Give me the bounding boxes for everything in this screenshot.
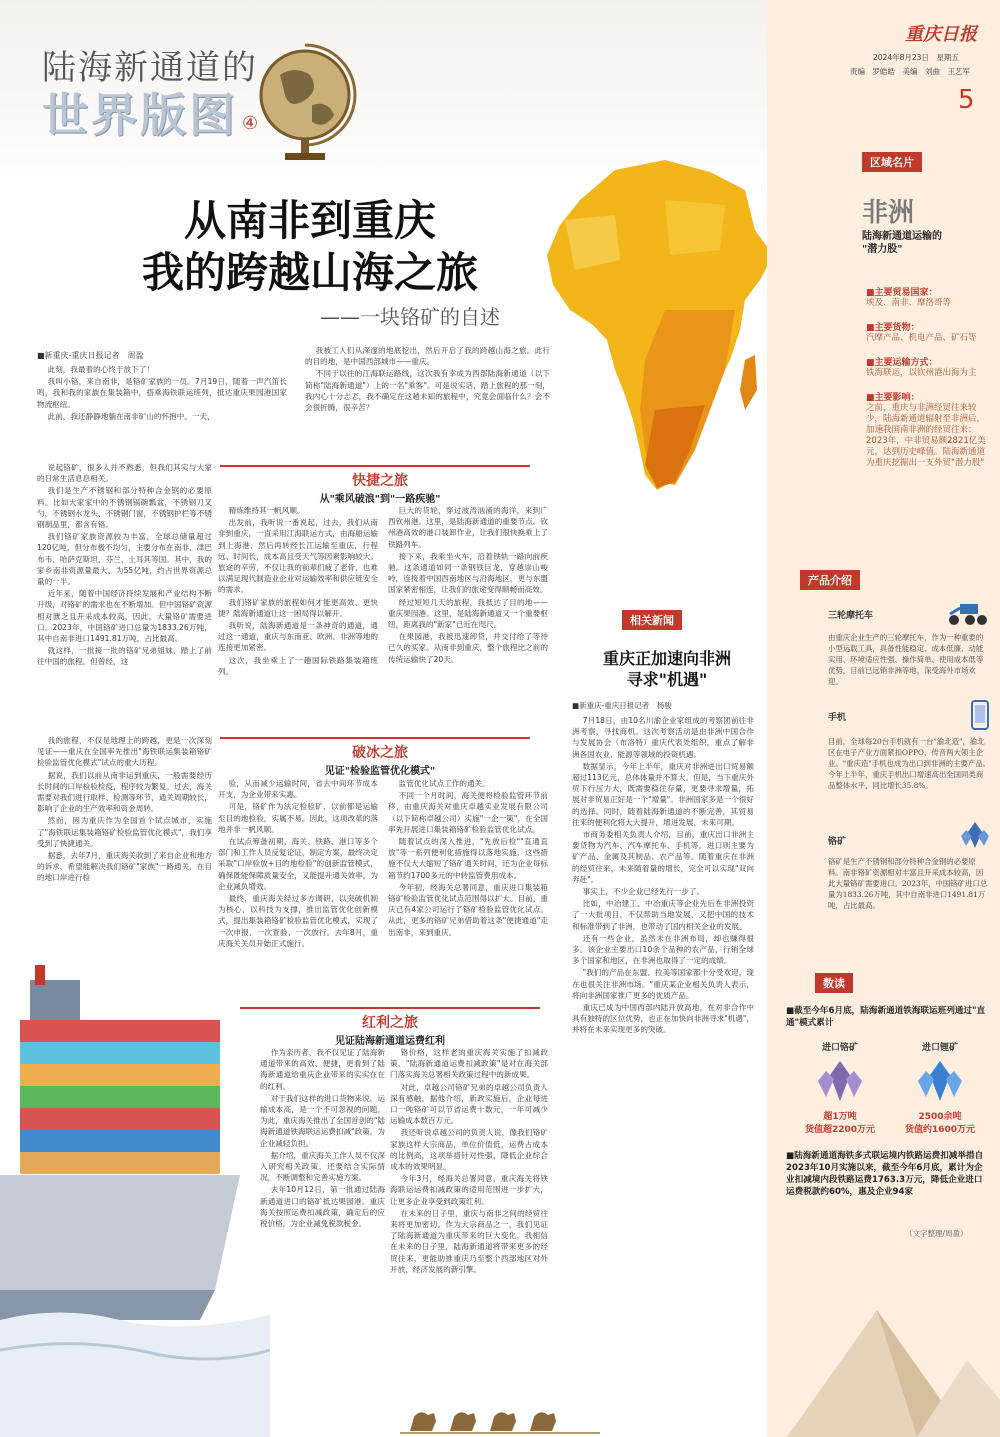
- fast-column1: [218, 505, 378, 678]
- section-bonus-header: [240, 1007, 540, 1047]
- container-stack: [20, 1020, 220, 1174]
- tricycle-icon: [946, 600, 990, 626]
- body-paragraph: 不同一个月时间，海关便将检验监管环节前移，由重庆海关对重庆卓越实业发展有限公司（以下简称卓越公司）实施"一企一策"，在全国率先开展进口集装箱铬矿检验监管优化试点。: [388, 791, 548, 834]
- stat-value-worth: 货值约1600万元: [904, 1125, 976, 1135]
- body-paragraph: "我们的产品在东盟、拉美等国家都十分受欢迎，现在也很关注非洲市场。"重庆某企业相关负责人表示，将向非洲国家推广更多的优质产品。: [572, 968, 754, 1000]
- main-byline: ■新重庆-重庆日报记者 周盈: [37, 351, 144, 360]
- body-paragraph: 今年初，经海关总署同意，重庆进口集装箱铬矿检验监管优化试点范围得以扩大。目前，重庆已有4家公司运行了铬矿检验监管优化试点。从此，更多的铬矿兄弟借助着这条"便捷通道"走出南非，来到重庆。: [388, 882, 548, 937]
- body-paragraph: 接下来，我乘坐火车，沿着铁轨一路向前疾驰。这条通道如同一条钢铁巨龙，穿越崇山峻岭，连接着中国西南地区与沿海地区，更与东盟国家紧密相连，让我们的旅途变得顺畅而高效。: [388, 551, 548, 595]
- body-paragraph: 然而，因为重庆作为全国首个试点城市，实施了"海铁联运集装箱铬矿检验监管优化模式"，我们享受到了快捷通关。: [37, 816, 212, 848]
- body-paragraph: 据介绍，重庆海关工作人员不仅深入研究相关政策，还要结合实际情况，不断调整和完善实施方案。: [260, 1150, 385, 1183]
- section-subtitle: 从"乘风破浪"到"一路疾驰": [319, 494, 441, 505]
- product-body: 目前，全球每20台手机就有一台"渝北造"，渝北区在电子产业方面紧扣OPPO、传音两大领主企业。"重庆造"手机也成为出口到非洲的主要产品。今年上半年，重庆手机出口增速高出全国同类商品整体水平，同比增长35.8%。: [828, 737, 991, 790]
- body-paragraph: 我还听说卓越公司的负责人说，像我们铬矿家族这样大宗商品，单位价值低，运费占成本的比例高，这项举措针对性强，降低企业综合成本的效果明显。: [390, 1128, 548, 1172]
- section-title: 破冰之旅: [352, 745, 408, 761]
- fact-item: [866, 390, 986, 469]
- product-body: 由重庆企业生产的三轮摩托车，作为一种重要的小型运载工具，具备性能稳定、成本低廉、动能实用、环境适应性强、操作简单、使用成本低等优势，目前已远销非洲等地，深受海外市场欢迎。: [828, 633, 984, 686]
- fact-label: ■主要运输方式：: [866, 358, 938, 368]
- numbers-tag: 数读: [815, 973, 853, 993]
- intro-paragraph: 不同于以往的江海联运路线，这次我有幸成为西部陆海新通道（以下简称"陆海新通道"）上的一名"乘客"。可是说实话，踏上旅程的那一刻，我内心十分忐忑，我不确定在这趟未知的旅程中，究竟会面临什么？会不会很折腾，很辛苦？: [305, 369, 550, 413]
- body-paragraph: 7月18日，由10名川渝企业家组成的考察团前往非洲考察，寻找商机。这次考察活动是由非洲中国合作与发展协会（布洛特）重庆代表处组织，重点了解非洲各国农业、能源等领域的投资机遇。: [572, 716, 754, 759]
- intro-paragraph: 此刻，我最着的心终于放下了！: [47, 365, 154, 374]
- intro-paragraph: 此前，我还静静地躺在南非矿山的怀抱中。一天，: [47, 411, 215, 421]
- camel-caravan-illustration: [400, 1395, 600, 1435]
- stat-title: 进口锂矿: [921, 1043, 958, 1053]
- product-item-phone: [828, 700, 990, 791]
- intro-left: [37, 364, 287, 423]
- body-paragraph: 事实上，不少企业已经先行一步了。: [582, 887, 705, 897]
- body-paragraph: 监管优化试点工作的通关。: [398, 779, 490, 788]
- body-paragraph: 精炼维持其一帆风顺。: [228, 506, 305, 515]
- main-headline: [100, 195, 520, 330]
- related-news-tag: 相关新闻: [622, 610, 682, 630]
- body-paragraph: 在未来的日子里，重庆与南非之间的经贸往来将更加密切。作为大宗商品之一，我们见证了陆海新通道为重庆带来的巨大变化，我相信在未来的日子里，陆海新通道将带来更多的经贸往来，更能助推重庆乃至整个西部地区对外开放、经济发展的新引擎。: [390, 1208, 548, 1274]
- section-subtitle: 见证"检验监管优化模式": [324, 766, 436, 777]
- section-rule: [240, 1007, 540, 1009]
- body-paragraph: 在试点筹备初期，海关、铁路、港口等多个部门和工作人员反复论证，制定方案，最终决定采取"口岸验放+目的地检验"的创新监管模式，确保既能保障质量安全，又能提升通关效率，为企业减负增效。: [218, 837, 378, 891]
- page-number: 5: [958, 85, 975, 115]
- fact-body: 之前，重庆与非洲经贸往来较少，陆海新通道辐射至非洲后，加速我国南非洲的经贸往来；2023年，中非贸易额2821亿美元，达到历史峰值。陆海新通道为重庆挖掘出一支外贸"潜力股": [866, 403, 986, 468]
- region-facts: [866, 285, 986, 469]
- product-name: 三轮摩托车: [828, 611, 874, 621]
- product-name: 手机: [828, 713, 847, 723]
- related-news-body: [572, 715, 754, 1037]
- body-paragraph: 验，从而减少运输时间，省去中间环节成本开支，为企业带来实惠。: [218, 779, 378, 800]
- fact-body: 埃及、南非、摩洛哥等: [866, 298, 952, 308]
- intro-right: [305, 345, 550, 414]
- body-paragraph: 我的旅程，不仅是地理上的跨越，更是一次深刻见证——重庆在全国率先推出"海铁联运集装箱铬矿检验监管优化模式"试点的重大历程。: [37, 736, 212, 768]
- body-paragraph: 数据显示，今年上半年，重庆对非洲进出口贸易额超过113亿元，总体体量并不算大。但是，当下重庆外贸下行压力大，既需要稳住存量，更要寻求增量，拓展对非贸易正好是一个"增量"。非洲国家多是一个很好的选择。同时，随着陆海新通道的不断完善，其贸易往来的便利化将大大提升，增进发展，未来可期。: [572, 761, 754, 827]
- series-title-line1: 陆海新通道的: [42, 48, 258, 88]
- related-byline: ■新重庆-重庆日报记者 杨骏: [572, 701, 672, 710]
- region-subtitle-line2: "潜力股": [862, 244, 903, 255]
- fact-body: 汽摩产品、机电产品、矿石等: [866, 333, 977, 343]
- section-rule: [220, 465, 530, 467]
- section-fast-header: [220, 465, 540, 505]
- intro-paragraph: 我叫小铬，来自南非，是铬矿家族的一员。7月19日，随着一声汽笛长鸣，我和我的家族在集装箱中，搭乘海铁联运班列，抵达重庆果园港国家物流枢纽。: [37, 377, 287, 409]
- body-paragraph: 据说，我们以前从南非运到重庆，一般需要经历长时间的口岸检验检疫，程序较为繁复。过去，海关需要对我们进行取样、检测等环节，通关周期较长，影响了企业的生产效率和资金周转。: [37, 770, 212, 814]
- credit: （文字整理/周盈）: [905, 1229, 968, 1238]
- body-paragraph: 最终，重庆海关经过多方调研，以突破机制为核心，以科技为支撑，推出监管优化创新模式，提出集装箱铬矿检验监管优化模式，实现了一次申报、一次查验、一次放行。去年8月，重庆海关关员开始正式施行。: [218, 894, 378, 948]
- related-title-line2: 寻求"机遇": [626, 670, 708, 689]
- body-paragraph: 对于我们这样的进口货物来说，运输成本高，是一个不可忽视的问题。为此，重庆海关推出了全国首创的"陆海新通道铁海联运运费扣减"政策，为企业减轻负担。: [260, 1093, 385, 1148]
- fact-item: [866, 285, 986, 309]
- body-paragraph: 去年10月12日，第一批通过陆海新通道进口的铬矿抵达果园港。重庆海关按照运费扣减政策，确定后的应税价格，为企业减免税款税金。: [260, 1185, 385, 1229]
- body-paragraph: 还有一些企业，虽然未在非洲布局，却也赚得很多。该企业主要出口10余个品种的农产品，行销全球多个国家和地区，在非洲也取得了一定的成绩。: [572, 933, 754, 966]
- related-news-headline: [572, 648, 762, 690]
- body-paragraph: 据悉，去年7月，重庆海关收到了来自企业和地方的诉求，希望能解决我们铬矿"家族"一路通关，在目的地口岸进行检: [37, 851, 212, 883]
- column1-top: [37, 462, 212, 669]
- paper-logo: 重庆日报: [905, 24, 977, 45]
- body-paragraph: 作为亲历者，我不仅见证了陆海新通道带来的高效、便捷，更看到了陆海新通道给重庆企业带来的实实在在的红利。: [260, 1048, 385, 1091]
- body-paragraph: 对此，卓越公司铬矿兄弟的卓越公司负责人深有感触，据他介绍，新政实施后，企业每进口一吨铬矿可以节省运费十数元，一年可减少运输成本数百万元。: [390, 1082, 548, 1126]
- bonus-column2: [390, 1047, 548, 1276]
- stat-chrome-ore: [790, 1040, 890, 1135]
- region-subtitle: [862, 230, 942, 256]
- body-paragraph: 在果园港，我被迅速卸货，并交付给了等待已久的买家。从南非到重庆，整个旅程比之前的传统运输快了20天。: [388, 632, 548, 664]
- intro-paragraph: 我被工人们从深邃的地底挖出，然后开启了我的跨越山海之旅。此行的目的地，是中国西部城市——重庆。: [305, 346, 550, 367]
- masthead-editors: 责编 罗皓皓 美编 刘曲 王艺军: [850, 67, 970, 76]
- product-body: 铬矿是生产不锈钢和部分特种合金钢的必要原料。南非铬矿资源相对丰富且开采成本较高，因此大量铬矿需要进口。2023年，中国铬矿进口总量为1833.26万吨，其中自南非进口1491.81万吨，占比最高。: [828, 857, 988, 910]
- stat-value-worth: 货值超2200万元: [804, 1125, 876, 1135]
- body-paragraph: 我们铬矿家族的旅程如何才能更高效、更快捷？陆海新通道让这一困局得以解开。: [218, 597, 378, 618]
- fact-label: ■主要影响：: [866, 393, 920, 403]
- chrome-ore-icon: [810, 1057, 870, 1105]
- fast-column2: [388, 505, 548, 666]
- related-title-line1: 重庆正加速向非洲: [602, 649, 731, 668]
- body-paragraph: 随着试点的深入推进，"先放后检""直通直放"等一系列便利化措施得以落地实施，这些措施不仅大大缩短了铬矿通关时间，还为企业每标箱节约1700多元的中转监管费用成本。: [388, 837, 548, 880]
- bonus-column1: [260, 1047, 385, 1230]
- body-paragraph: 我们是生产不锈钢和部分特种合金钢的必要原料。比如大家家中的不锈钢锅碗瓢盆，不锈钢刀叉勺，不锈钢水龙头、不锈钢门窗，不锈钢护栏等不锈钢制品里，都含有铬。: [37, 486, 212, 530]
- section-title: 快捷之旅: [352, 473, 408, 489]
- series-title-line2: 世界版图: [42, 88, 238, 142]
- body-paragraph: 我听说，陆海新通道是一条神奇的通道，通过这一通道，重庆与东南亚、欧洲、非洲等地的连接更加紧密。: [218, 621, 378, 653]
- series-title: [42, 48, 272, 142]
- numbers-bottom: ■陆海新通道海铁多式联运境内铁路运费扣减举措自2023年10月实施以来，截至今年6月底，累计为企业扣减境内段铁路运费1763.3万元，降低企业进口运费税款约60%，惠及企业94家: [786, 1151, 984, 1197]
- series-number: ④: [242, 113, 259, 134]
- body-paragraph: 重庆已成为中国西部内陆开放高地，在对非合作中具有独特的区位优势，也正在加快向非洲寻求"机遇"，并将在未来实现更多的突破。: [572, 1003, 754, 1035]
- stat-value-weight: 超1万吨: [823, 1112, 857, 1122]
- section-ice-header: [220, 737, 540, 777]
- numbers-intro: ■截至今年6月底，陆海新通道铁海联运班列通过"直通"模式累计: [786, 1006, 986, 1028]
- ice-column1: [218, 778, 378, 950]
- fact-label: ■主要贸易国家：: [866, 288, 938, 298]
- ore-icon: [960, 820, 990, 850]
- region-name: 非洲: [862, 198, 915, 228]
- body-paragraph: 经过短短几天的旅程，我抵达了目的地——重庆果园港。这里，是陆海新通道又一个重要枢纽，距离我的"新家"已近在咫尺。: [388, 597, 548, 630]
- column1-bottom: [37, 735, 212, 885]
- stat-lithium-ore: [890, 1040, 990, 1135]
- body-paragraph: 近年来，随着中国经济持续发展和产业结构不断升级，对铬矿的需求也在不断增加。但中国铬矿资源相对匮乏且开采成本较高，因此，大量铬矿需要进口。2023年，中国铬矿进口总量为1833.26万吨，其中自南非进口1491.81万吨，占比最高。: [37, 589, 212, 644]
- body-paragraph: 铬价格，这样老的重庆海关实施了扣减政策，"陆海新通道运费扣减政策"是对在海关部门落实海关总署相关政策过程中的新成果。: [390, 1048, 548, 1080]
- fact-item: [866, 355, 986, 379]
- pyramid-illustration: [767, 1270, 1000, 1437]
- body-paragraph: 巨大的货轮，穿过波涛汹涌的海洋，来到广西钦州港。这里，是陆海新通道的重要节点。钦州港高效的港口装卸作业，让我们很快换乘上了铁路列车。: [388, 506, 548, 549]
- fact-item: [866, 320, 986, 344]
- body-paragraph: 这次，我坐乘上了一趟国际铁路集装箱班列。: [218, 655, 378, 676]
- product-intro-tag: 产品介绍: [800, 570, 860, 590]
- section-title: 红利之旅: [362, 1015, 418, 1031]
- body-paragraph: 市商务委相关负责人介绍，目前，重庆出口非洲主要货物为汽车、汽车摩托车、手机等。进口则主要为矿产品、金属及其制品、农产品等。随着重庆在非洲的经贸往来，未来随着量的增长，完全可以实现"双向奔赴"。: [572, 830, 754, 884]
- region-subtitle-line1: 陆海新通道运输的: [862, 231, 942, 242]
- masthead-date: 2024年8月23日 星期五: [873, 53, 959, 62]
- product-item-tricycle: [828, 600, 990, 687]
- body-paragraph: 比如，中冶建工、中冶重庆等企业先后在非洲投资了一大批项目，不仅帮助当地发展，又把中国的技术和标准带到了非洲，也带动了国内相关企业的发展。: [572, 899, 754, 931]
- body-paragraph: 说起铬矿，很多人并不熟悉，但我们其实与大家的日常生活息息相关。: [37, 463, 212, 484]
- body-paragraph: 就这样，一批接一批的铬矿兄弟姐妹，踏上了前往中国的旅程。但曾经，这: [37, 646, 212, 667]
- body-paragraph: 今年3月，经海关总署同意，重庆海关将铁海联运运费扣减政策的适用范围进一步扩大，让更多企业享受到政策红利。: [390, 1174, 548, 1206]
- globe-illustration: [250, 40, 360, 170]
- section-subtitle: 见证陆海新通道运费红利: [335, 1036, 445, 1047]
- phone-icon: [970, 700, 990, 730]
- cargo-ship-illustration: [0, 960, 270, 1437]
- headline-line2: 我的跨越山海之旅: [141, 248, 478, 297]
- body-paragraph: 出发前，我听说一番说起，过去，我们从南非到重庆，一直采用江海联运方式，由海船运输到上海港，然后再转经长江运输至重庆，行程远、时间长，成本高且受天气等因素影响较大。旅途的辛劳，不仅让我的前辈们疲了老骨，也难以满足现代制造业企业对运输效率和供应链安全的需求。: [218, 518, 378, 595]
- product-name: 铬矿: [828, 837, 847, 847]
- region-card-tag: 区域名片: [862, 152, 922, 172]
- body-paragraph: 我们铬矿家族资源较为丰富，全球总储量超过120亿吨，但分布极不均匀，主要分布在南非、津巴布韦、哈萨克斯坦、芬兰、土耳其等国。其中，我的家乡南非资源量最大，为55亿吨，约占世界资源总量的一半。: [37, 532, 212, 587]
- lithium-ore-icon: [910, 1057, 970, 1105]
- fact-body: 铁海联运，以钦州港出海为主: [866, 368, 977, 378]
- fact-label: ■主要货物：: [866, 323, 920, 333]
- africa-map: [545, 160, 775, 500]
- product-item-ore: [828, 820, 990, 911]
- body-paragraph: 可是，铬矿作为法定检验矿，以前都是运输至目的地检验，实属不易。因此，这项改革的落地并非一帆风顺。: [218, 802, 378, 834]
- ice-column2: [388, 778, 548, 939]
- section-rule: [220, 737, 530, 739]
- headline-line1: 从南非到重庆: [183, 196, 436, 245]
- stat-value-weight: 2500余吨: [918, 1112, 962, 1122]
- headline-subtitle: ——一块铬矿的自述: [320, 305, 500, 329]
- stat-title: 进口铬矿: [821, 1043, 858, 1053]
